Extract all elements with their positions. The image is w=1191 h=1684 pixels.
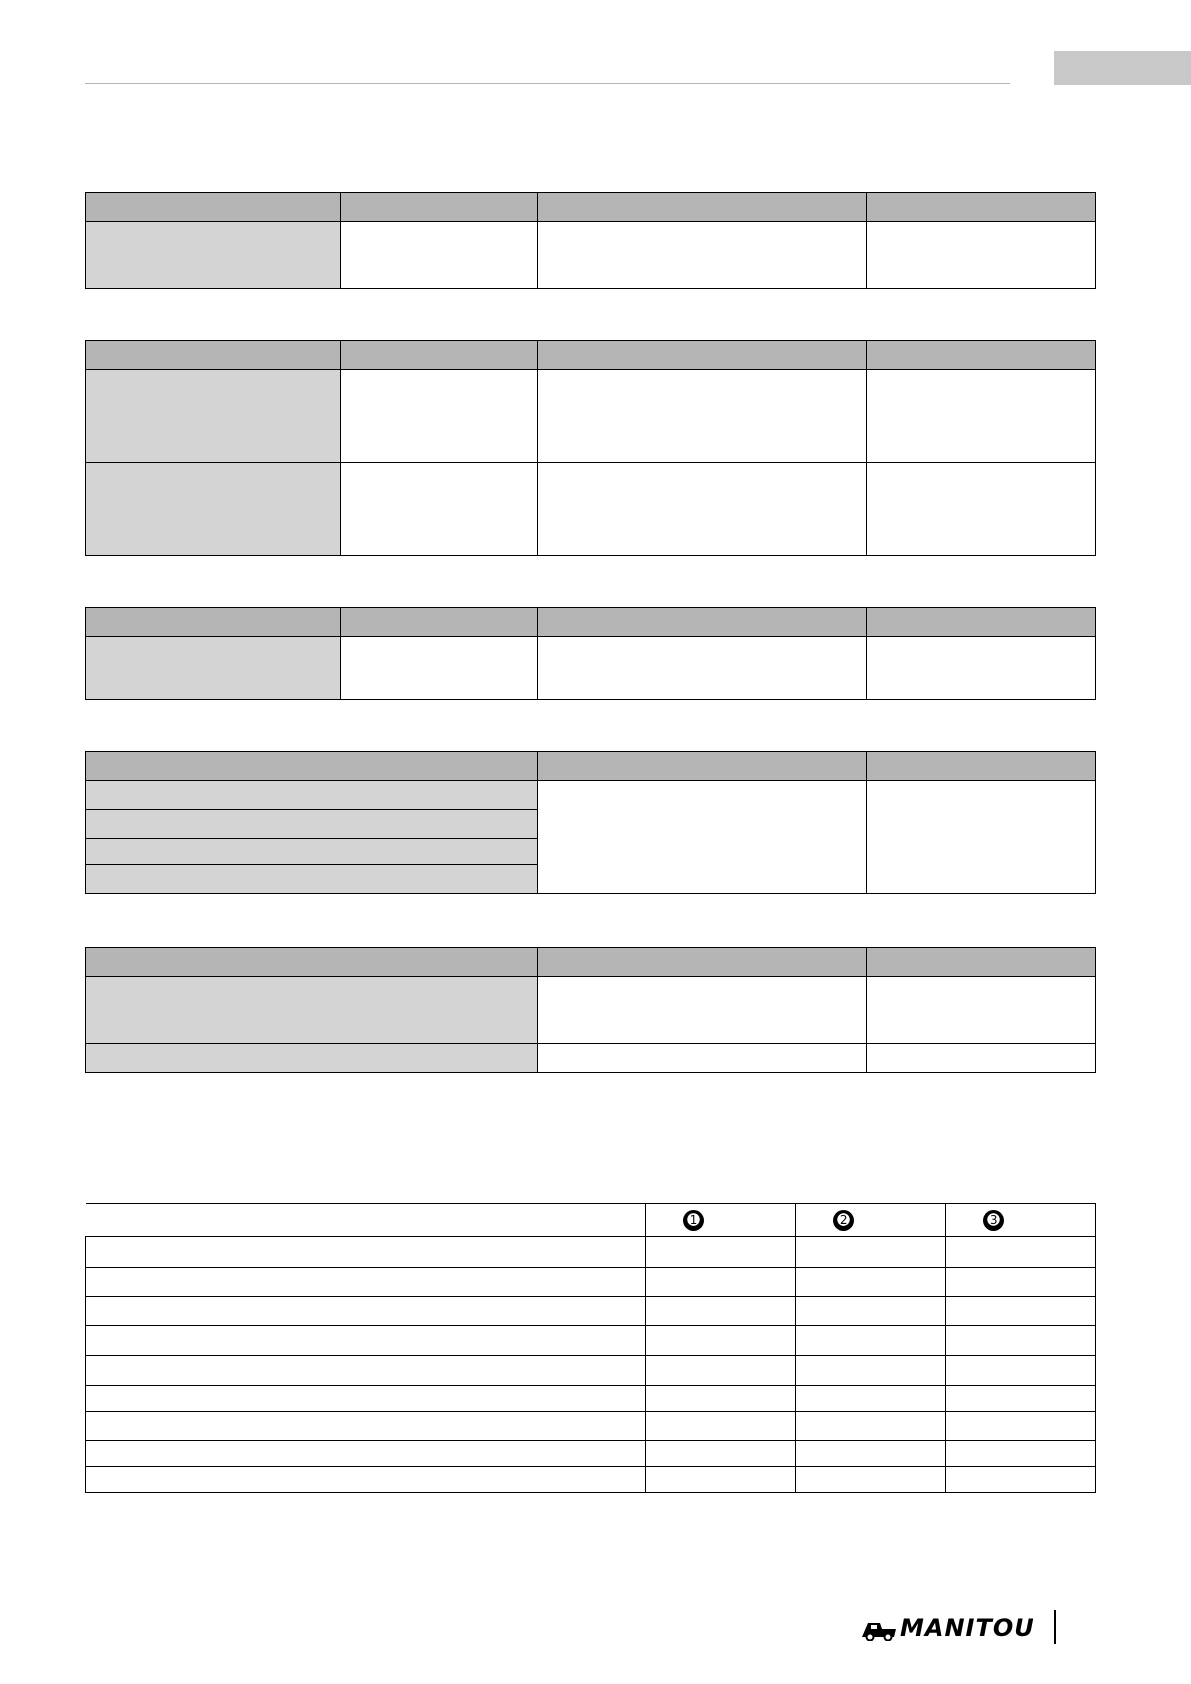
table-row: [86, 637, 1096, 700]
table-row: [86, 222, 1096, 289]
section-tab: [1054, 51, 1191, 85]
page-number-divider: [1054, 1610, 1056, 1644]
spec-table-5: [85, 947, 1096, 1073]
table-header-row: [86, 948, 1096, 977]
table-header-row: [86, 193, 1096, 222]
spec-table-3: [85, 607, 1096, 700]
spec-table-4: [85, 751, 1096, 894]
table-row: [86, 463, 1096, 556]
table-row: [86, 1467, 1096, 1493]
header-rule: [85, 83, 1010, 84]
grid-header-row: [86, 1204, 1096, 1237]
table-header-row: [86, 341, 1096, 370]
spec-table-1: [85, 192, 1096, 289]
table-row: [86, 1356, 1096, 1386]
table-row: [86, 1412, 1096, 1441]
table-header-row: [86, 752, 1096, 781]
number-one-icon: ➊: [683, 1210, 704, 1231]
table-row: [86, 781, 1096, 810]
table-row: [86, 1386, 1096, 1412]
number-two-icon: ➋: [833, 1210, 854, 1231]
table-row: [86, 1297, 1096, 1326]
table-header-row: [86, 608, 1096, 637]
table-row: [86, 1044, 1096, 1073]
table-row: [86, 1237, 1096, 1268]
table-row: [86, 1441, 1096, 1467]
table-row: [86, 1326, 1096, 1356]
spec-table-2: [85, 340, 1096, 556]
forklift-logo-icon: [860, 1615, 900, 1641]
table-row: [86, 370, 1096, 463]
table-row: [86, 977, 1096, 1044]
manitou-logo: [860, 1614, 1035, 1642]
table-row: [86, 1268, 1096, 1297]
brand-name: MANITOU: [900, 1614, 1035, 1642]
number-three-icon: ➌: [983, 1210, 1004, 1231]
maintenance-grid: [85, 1203, 1096, 1493]
